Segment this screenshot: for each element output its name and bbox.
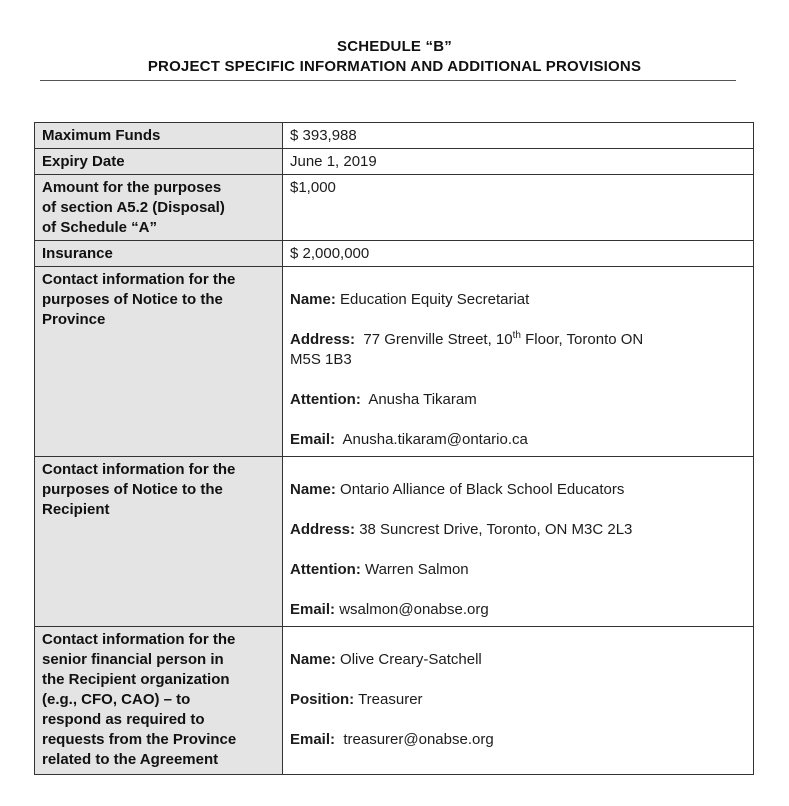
row-label: Contact information for the purposes of Notice to the Recipient <box>35 457 283 627</box>
schedule-table <box>34 122 754 775</box>
financial-contact <box>283 627 754 775</box>
contact-name: Name: Ontario Alliance of Black School Educators <box>290 481 625 498</box>
contact-address: Address: 77 Grenville Street, 10th Floor, Toronto ON M5S 1B3 <box>290 330 644 368</box>
contact-address: Address: 38 Suncrest Drive, Toronto, ON M3C 2L3 <box>290 521 633 538</box>
row-label: Maximum Funds <box>35 123 283 149</box>
contact-email: Email: Anusha.tikaram@ontario.ca <box>290 431 528 448</box>
row-label: Amount for the purposes of section A5.2 (Disposal) of Schedule “A” <box>35 175 283 241</box>
schedule-subtitle: PROJECT SPECIFIC INFORMATION AND ADDITIONAL PROVISIONS <box>147 58 642 75</box>
title-divider <box>40 80 736 81</box>
contact-email: Email: wsalmon@onabse.org <box>290 601 489 618</box>
contact-email: Email: treasurer@onabse.org <box>290 731 494 748</box>
row-value: $1,000 <box>283 175 754 241</box>
row-label: Contact information for the senior financial person in the Recipient organization (e.g., CFO, CAO) – to respond as required to requests from the Province related to the Agreement <box>35 627 283 775</box>
row-value: $ 393,988 <box>283 123 754 149</box>
table-row <box>35 457 754 627</box>
row-label: Expiry Date <box>35 149 283 175</box>
contact-position: Position: Treasurer <box>290 691 423 708</box>
contact-attention: Attention: Anusha Tikaram <box>290 391 477 408</box>
contact-attention: Attention: Warren Salmon <box>290 561 469 578</box>
contact-name: Name: Education Equity Secretariat <box>290 291 530 308</box>
table-row <box>35 123 754 149</box>
table-row <box>35 149 754 175</box>
row-label: Contact information for the purposes of Notice to the Province <box>35 267 283 457</box>
recipient-contact <box>283 457 754 627</box>
table-row <box>35 175 754 241</box>
table-row <box>35 241 754 267</box>
row-value: June 1, 2019 <box>283 149 754 175</box>
row-label: Insurance <box>35 241 283 267</box>
table-row <box>35 267 754 457</box>
table-row <box>35 627 754 775</box>
row-value: $ 2,000,000 <box>283 241 754 267</box>
contact-name: Name: Olive Creary-Satchell <box>290 651 482 668</box>
province-contact <box>283 267 754 457</box>
schedule-title: SCHEDULE “B” <box>337 38 452 55</box>
